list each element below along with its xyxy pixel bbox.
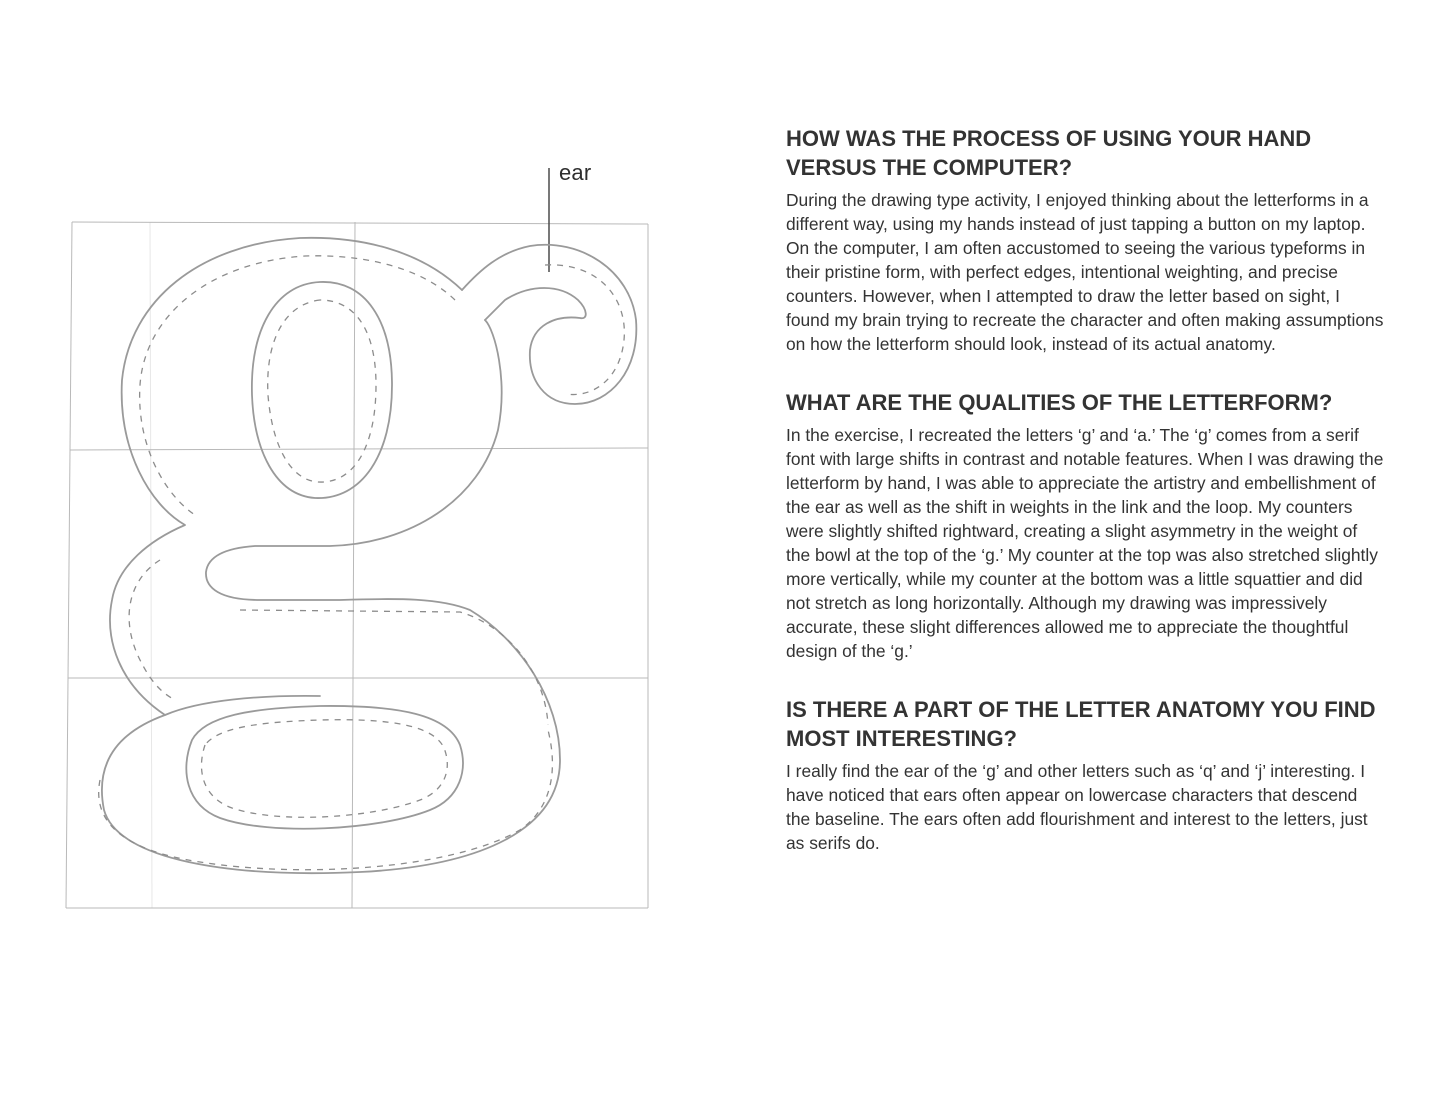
ear-annotation-label: ear (559, 160, 592, 185)
text-column (786, 124, 1386, 887)
sketch-grid (66, 222, 648, 908)
section-body: In the exercise, I recreated the letters ‘g’ and ‘a.’ The ‘g’ comes from a serif font with large shifts in contrast and notable features. When I was drawing the letterform by hand, I was able to appreciate the artistry and embellishment of the ear as well as the shift in weights in the link and the loop. My counters were slightly shifted rightward, creating a slight asymmetry in the weight of the bowl at the top of the ‘g.’ My counter at the top was also stretched slightly more vertically, while my counter at the bottom was a little squattier and did not stretch as long horizontally. Although my drawing was impressively accurate, these slight differences allowed me to appreciate the thoughtful design of the ‘g.’ (786, 425, 1384, 661)
g-outline (102, 238, 636, 873)
section-letter-anatomy (786, 695, 1386, 855)
section-letterform-qualities (786, 388, 1386, 663)
section-heading: IS THERE A PART OF THE LETTER ANATOMY YOU FIND MOST INTERESTING? (786, 697, 1376, 751)
section-heading: WHAT ARE THE QUALITIES OF THE LETTERFORM? (786, 390, 1333, 415)
section-body: I really find the ear of the ‘g’ and other letters such as ‘q’ and ‘j’ interesting. I have noticed that ears often appear on lowercase characters that descend the baseline. The ears often add flourishment and interest to the letters, just as serifs do. (786, 761, 1368, 853)
section-body: During the drawing type activity, I enjoyed thinking about the letterforms in a different way, using my hands instead of just tapping a button on my laptop. On the computer, I am often accustomed to seeing the various typeforms in their pristine form, with perfect edges, intentional weighting, and precise counters. However, when I attempted to draw the letter based on sight, I found my brain trying to recreate the character and often making assumptions on how the letterform should look, instead of its actual anatomy. (786, 190, 1384, 354)
g-dashed-guides (99, 256, 625, 870)
section-hand-vs-computer (786, 124, 1386, 356)
letter-g-sketch (60, 150, 660, 920)
section-heading: HOW WAS THE PROCESS OF USING YOUR HAND VERSUS THE COMPUTER? (786, 126, 1312, 180)
letter-g-sketch-drawing (60, 150, 660, 920)
